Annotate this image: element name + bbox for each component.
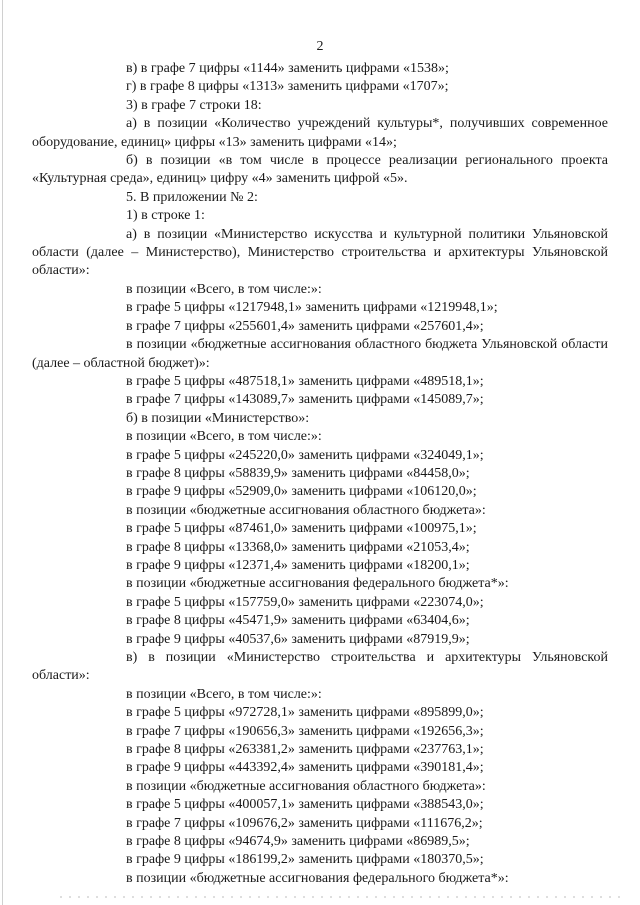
paragraph: в графе 8 цифры «263381,2» заменить цифрами «237763,1»; [126, 742, 484, 758]
paragraph: 3) в графе 7 строки 18: [126, 97, 262, 113]
paragraph: в графе 5 цифры «157759,0» заменить цифрами «223074,0»; [126, 594, 484, 610]
scan-artifact [60, 896, 620, 898]
paragraph: в) в графе 7 цифры «1144» заменить цифрами «1538»; [126, 61, 449, 76]
paragraph: в позиции «бюджетные ассигнования федерального бюджета*»: [126, 870, 509, 886]
paragraph: в графе 5 цифры «245220,0» заменить цифрами «324049,1»; [126, 447, 484, 463]
paragraph: в графе 5 цифры «1217948,1» заменить цифрами «1219948,1»; [126, 300, 498, 316]
paragraph: в графе 8 цифры «45471,9» заменить цифрами «63404,6»; [126, 613, 470, 629]
paragraph: в графе 5 цифры «487518,1» заменить цифрами «489518,1»; [126, 373, 484, 389]
paragraph: 5. В приложении № 2: [126, 189, 258, 205]
paragraph: в позиции «бюджетные ассигнования федерального бюджета*»: [126, 576, 509, 592]
paragraph: в графе 7 цифры «190656,3» заменить цифрами «192656,3»; [126, 723, 484, 739]
paragraph: в графе 9 цифры «443392,4» заменить цифрами «390181,4»; [126, 760, 484, 776]
paragraph: в) в позиции «Министерство строительства и архитектуры Ульяновской области»: [32, 650, 608, 684]
paragraph: б) в позиции «в том числе в процессе реализации регионального проекта «Культурная среда», единиц» цифру «4» заменить цифрой «5». [32, 153, 608, 187]
paragraph: в позиции «бюджетные ассигнования областного бюджета»: [126, 778, 486, 794]
paragraph: в графе 8 цифры «94674,9» заменить цифрами «86989,5»; [126, 834, 470, 850]
document-body [32, 60, 608, 888]
paragraph: в графе 9 цифры «40537,6» заменить цифрами «87919,9»; [126, 631, 470, 647]
paragraph: в графе 8 цифры «13368,0» заменить цифрами «21053,4»; [126, 539, 470, 555]
paragraph: в позиции «Всего, в том числе:»: [126, 429, 322, 445]
paragraph: в графе 9 цифры «186199,2» заменить цифрами «180370,5»; [126, 852, 484, 868]
paragraph: а) в позиции «Министерство искусства и культурной политики Ульяновской области (далее – Министерство), Министерство строительства и архитектуры Ульяновской области»: [32, 226, 608, 279]
scan-edge-line [2, 0, 3, 905]
paragraph: в позиции «бюджетные ассигнования областного бюджета Ульяновской области (далее – областной бюджет)»: [32, 337, 608, 371]
paragraph: в позиции «бюджетные ассигнования областного бюджета»: [126, 502, 486, 518]
paragraph: в графе 7 цифры «109676,2» заменить цифрами «111676,2»; [126, 815, 483, 831]
paragraph: в графе 5 цифры «400057,1» заменить цифрами «388543,0»; [126, 797, 484, 813]
paragraph: в графе 5 цифры «87461,0» заменить цифрами «100975,1»; [126, 521, 477, 537]
paragraph: а) в позиции «Количество учреждений культуры*, получивших современное оборудование, единиц» цифры «13» заменить цифрами «14»; [32, 116, 608, 150]
paragraph: в графе 8 цифры «58839,9» заменить цифрами «84458,0»; [126, 465, 470, 481]
paragraph: в графе 5 цифры «972728,1» заменить цифрами «895899,0»; [126, 705, 484, 721]
paragraph: в графе 9 цифры «12371,4» заменить цифрами «18200,1»; [126, 557, 470, 573]
page-number: 2 [316, 39, 324, 54]
paragraph: г) в графе 8 цифры «1313» заменить цифрами «1707»; [126, 79, 449, 95]
paragraph: в позиции «Всего, в том числе:»: [126, 281, 322, 297]
paragraph: 1) в строке 1: [126, 208, 205, 224]
paragraph: в графе 9 цифры «52909,0» заменить цифрами «106120,0»; [126, 484, 477, 500]
paragraph: в позиции «Всего, в том числе:»: [126, 686, 322, 702]
paragraph: б) в позиции «Министерство»: [126, 410, 310, 426]
paragraph: в графе 7 цифры «143089,7» заменить цифрами «145089,7»; [126, 392, 484, 408]
paragraph: в графе 7 цифры «255601,4» заменить цифрами «257601,4»; [126, 318, 484, 334]
